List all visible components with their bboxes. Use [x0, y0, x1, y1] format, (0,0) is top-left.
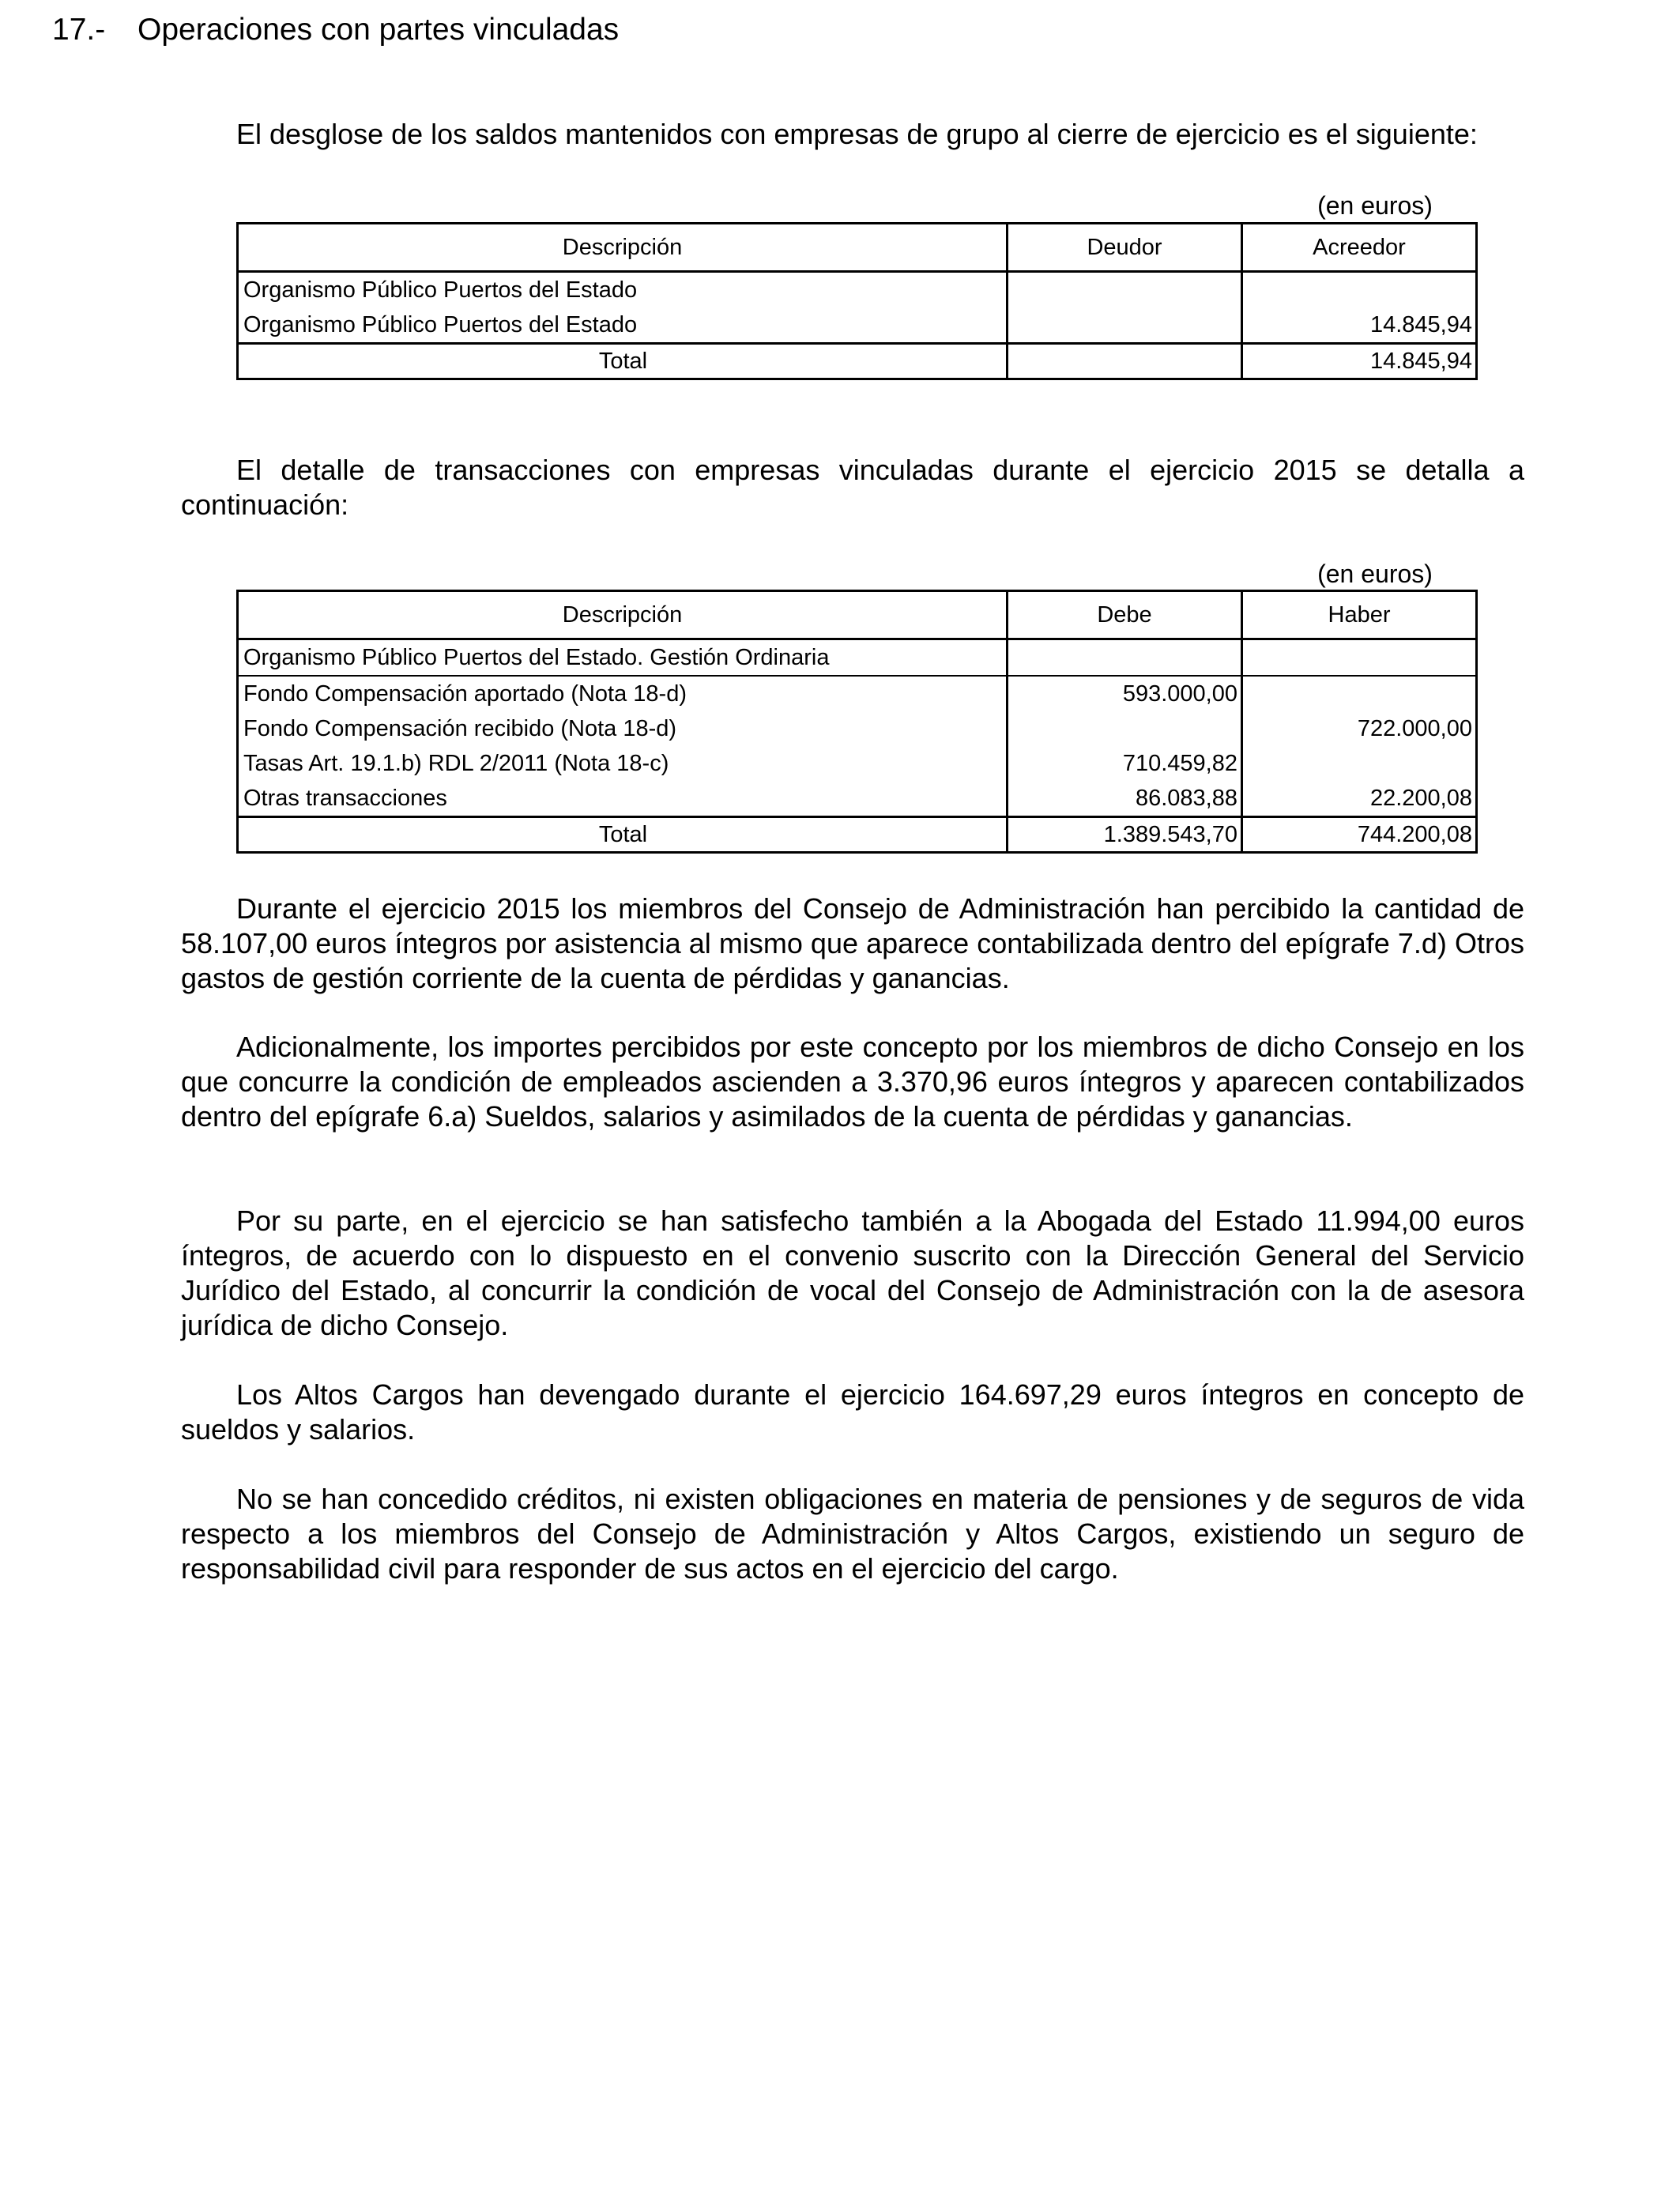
table-row [238, 781, 1477, 817]
table-row [238, 711, 1477, 746]
balances-table [236, 222, 1478, 380]
row-creditor [1242, 272, 1477, 308]
table-row [238, 746, 1477, 781]
row-description: Fondo Compensación aportado (Nota 18-d) [238, 676, 1008, 711]
paragraph-state-lawyer: Por su parte, en el ejercicio se han satisfecho también a la Abogada del Estado 11.994,00 euros íntegros, de acuerdo con lo dispuesto en el convenio suscrito con la Dirección General del Servicio Jurídico del Estado, al concurrir la condición de vocal del Consejo de Administración con la de asesora jurídica de dicho Consejo. [181, 1204, 1524, 1341]
table-header-row [238, 224, 1477, 272]
table-row [238, 272, 1477, 308]
row-debit: 710.459,82 [1008, 746, 1242, 781]
column-header-credit: Haber [1242, 591, 1477, 639]
row-credit [1242, 746, 1477, 781]
paragraph-credits-insurance: No se han concedido créditos, ni existen obligaciones en materia de pensiones y de seguros de vida respecto a los miembros del Consejo de Administración y Altos Cargos, existiendo un seguro de responsabilidad civil para responder de sus actos en el ejercicio del cargo. [181, 1483, 1524, 1585]
total-debtor [1008, 344, 1242, 379]
section-number: 17.- [52, 13, 106, 47]
row-description: Tasas Art. 19.1.b) RDL 2/2011 (Nota 18-c) [238, 746, 1008, 781]
row-credit [1242, 639, 1477, 677]
table-total-row [238, 817, 1477, 853]
row-description: Fondo Compensación recibido (Nota 18-d) [238, 711, 1008, 746]
total-credit: 744.200,08 [1242, 817, 1477, 853]
row-credit: 22.200,08 [1242, 781, 1477, 817]
table-row [238, 676, 1477, 711]
row-debtor [1008, 307, 1242, 344]
column-header-description: Descripción [238, 591, 1008, 639]
row-description: Organismo Público Puertos del Estado [238, 307, 1008, 344]
row-description: Organismo Público Puertos del Estado [238, 272, 1008, 308]
transactions-table [236, 590, 1478, 854]
row-debit [1008, 711, 1242, 746]
row-debtor [1008, 272, 1242, 308]
table2-unit-label: (en euros) [1317, 560, 1433, 588]
intro-paragraph-transactions: El detalle de transacciones con empresas vinculadas durante el ejercicio 2015 se detalla a continuación: [181, 454, 1524, 521]
row-debit: 593.000,00 [1008, 676, 1242, 711]
total-label: Total [238, 817, 1008, 853]
row-description: Organismo Público Puertos del Estado. Gestión Ordinaria [238, 639, 1008, 677]
row-credit: 722.000,00 [1242, 711, 1477, 746]
total-debit: 1.389.543,70 [1008, 817, 1242, 853]
table1-unit-label: (en euros) [1317, 191, 1433, 220]
column-header-creditor: Acreedor [1242, 224, 1477, 272]
section-heading [52, 11, 619, 49]
column-header-debit: Debe [1008, 591, 1242, 639]
table-row [238, 307, 1477, 344]
section-title: Operaciones con partes vinculadas [137, 13, 620, 47]
table-row [238, 639, 1477, 677]
paragraph-senior-officials: Los Altos Cargos han devengado durante el ejercicio 164.697,29 euros íntegros en concepto de sueldos y salarios. [181, 1378, 1524, 1446]
column-header-debtor: Deudor [1008, 224, 1242, 272]
row-credit [1242, 676, 1477, 711]
total-creditor: 14.845,94 [1242, 344, 1477, 379]
row-creditor: 14.845,94 [1242, 307, 1477, 344]
row-description: Otras transacciones [238, 781, 1008, 817]
row-debit: 86.083,88 [1008, 781, 1242, 817]
total-label: Total [238, 344, 1008, 379]
table-header-row [238, 591, 1477, 639]
row-debit [1008, 639, 1242, 677]
column-header-description: Descripción [238, 224, 1008, 272]
table-total-row [238, 344, 1477, 379]
paragraph-board-remuneration: Durante el ejercicio 2015 los miembros del Consejo de Administración han percibido la cantidad de 58.107,00 euros íntegros por asistencia al mismo que aparece contabilizada dentro del epígrafe 7.d) Otros gastos de gestión corriente de la cuenta de pérdidas y ganancias. [181, 892, 1524, 994]
intro-paragraph-balances: El desglose de los saldos mantenidos con empresas de grupo al cierre de ejercicio es el siguiente: [236, 118, 1478, 150]
paragraph-employee-members: Adicionalmente, los importes percibidos por este concepto por los miembros de dicho Consejo en los que concurre la condición de empleados ascienden a 3.370,96 euros íntegros y aparecen contabilizados dentro del epígrafe 6.a) Sueldos, salarios y asimilados de la cuenta de pérdidas y ganancias. [181, 1031, 1524, 1133]
